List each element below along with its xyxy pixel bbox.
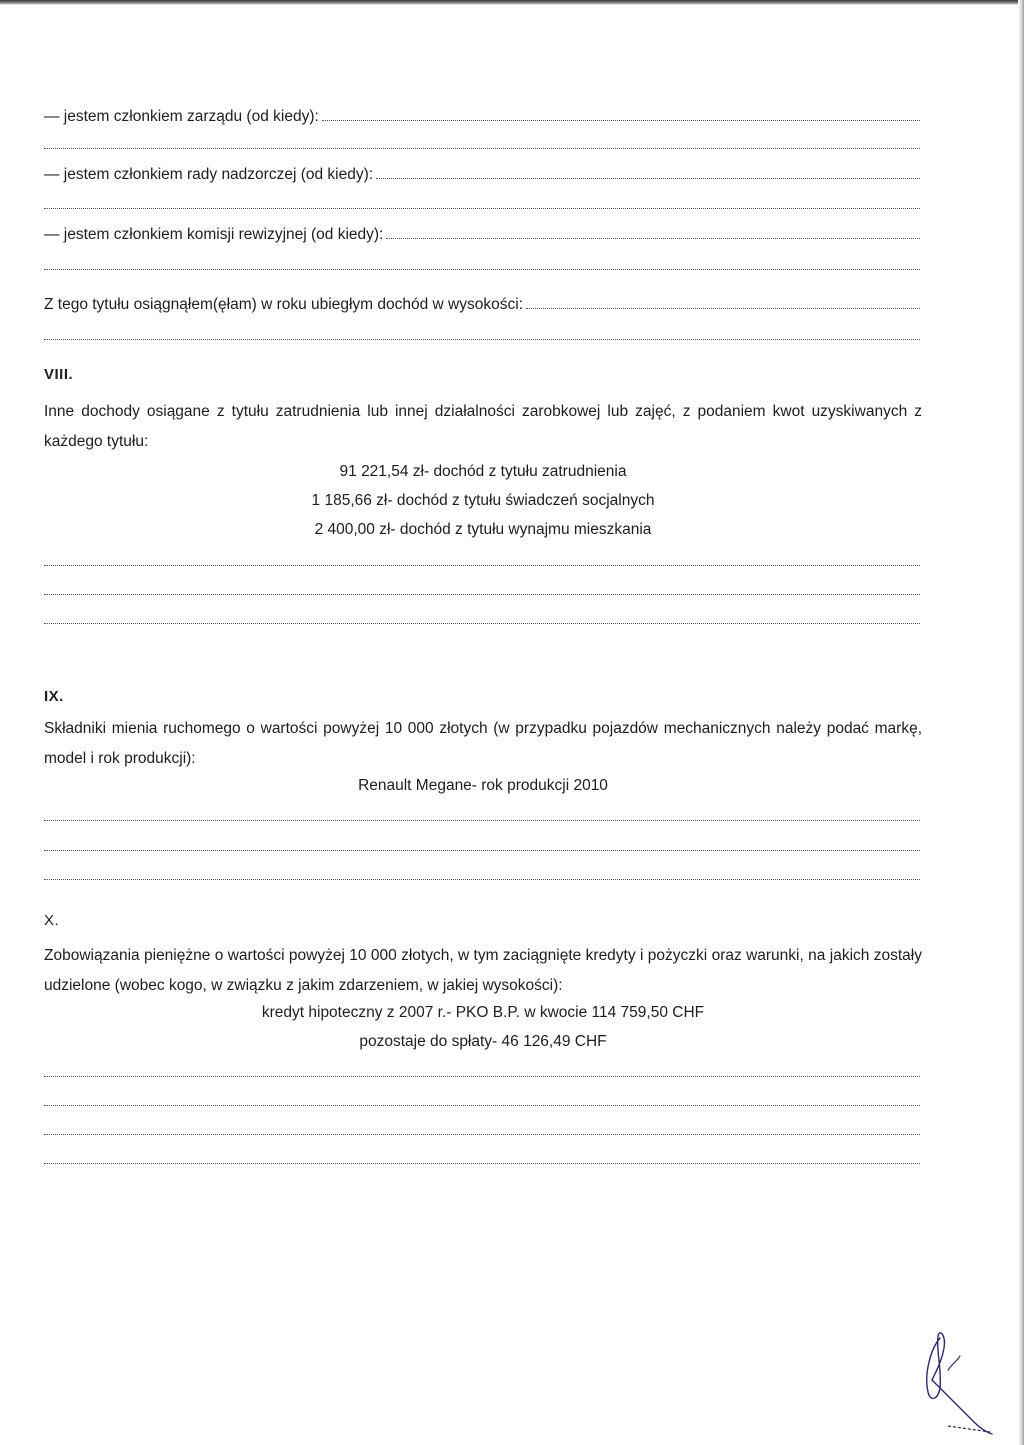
dotted-fill-line bbox=[44, 1134, 920, 1135]
income-statement-label: Z tego tytułu osiągnąłem(ęłam) w roku ubiegłym dochód w wysokości: bbox=[44, 296, 523, 313]
section-ix-description: Składniki mienia ruchomego o wartości powyżej 10 000 złotych (w przypadku pojazdów mechanicznych należy podać markę, model i rok produkcji): bbox=[44, 720, 922, 767]
board-member-label: — jestem członkiem zarządu (od kiedy): bbox=[44, 108, 319, 125]
supervisory-board-label: — jestem członkiem rady nadzorczej (od kiedy): bbox=[44, 166, 374, 183]
dotted-fill-line bbox=[44, 565, 920, 566]
dotted-fill-line bbox=[44, 1076, 920, 1077]
dotted-fill-line bbox=[44, 623, 920, 624]
liability-entry: pozostaje do spłaty- 46 126,49 CHF bbox=[359, 1033, 607, 1050]
dotted-fill-line bbox=[44, 1105, 920, 1106]
audit-committee-dotted-field bbox=[386, 224, 920, 239]
supervisory-board-dotted-field bbox=[376, 164, 920, 179]
scan-edge-top bbox=[0, 0, 1024, 5]
income-entry: 1 185,66 zł- dochód z tytułu świadczeń socjalnych bbox=[311, 492, 655, 509]
board-member-dotted-field bbox=[322, 106, 920, 121]
income-entry: 2 400,00 zł- dochód z tytułu wynajmu mieszkania bbox=[314, 521, 652, 538]
dotted-fill-line bbox=[44, 269, 920, 270]
dotted-fill-line bbox=[44, 879, 920, 880]
income-statement-line bbox=[44, 294, 920, 315]
section-x-description: Zobowiązania pieniężne o wartości powyżej 10 000 złotych, w tym zaciągnięte kredyty i pożyczki oraz warunki, na jakich zostały udzielone (wobec kogo, w związku z jakim zdarzeniem, w jakiej wysokości): bbox=[44, 947, 922, 994]
income-statement-dotted-field bbox=[526, 294, 920, 309]
dotted-fill-line bbox=[44, 820, 920, 821]
audit-committee-line bbox=[44, 224, 920, 245]
dotted-fill-line bbox=[44, 148, 920, 149]
dotted-fill-line bbox=[44, 1163, 920, 1164]
movable-property-entry: Renault Megane- rok produkcji 2010 bbox=[358, 777, 608, 794]
section-viii-description: Inne dochody osiągane z tytułu zatrudnienia lub innej działalności zarobkowej lub zajęć, z podaniem kwot uzyskiwanych z każdego tytułu: bbox=[44, 403, 922, 450]
income-entry: 91 221,54 zł- dochód z tytułu zatrudnienia bbox=[339, 463, 627, 480]
dotted-fill-line bbox=[44, 850, 920, 851]
section-ix-heading: IX. bbox=[44, 688, 64, 705]
section-viii-heading: VIII. bbox=[44, 366, 74, 383]
audit-committee-label: — jestem członkiem komisji rewizyjnej (od kiedy): bbox=[44, 226, 384, 243]
handwritten-signature-icon bbox=[918, 1330, 998, 1435]
supervisory-board-line bbox=[44, 164, 920, 185]
dotted-fill-line bbox=[44, 208, 920, 209]
liability-entry: kredyt hipoteczny z 2007 r.- PKO B.P. w kwocie 114 759,50 CHF bbox=[261, 1004, 705, 1021]
section-x-heading: X. bbox=[44, 912, 60, 929]
dotted-fill-line bbox=[44, 339, 920, 340]
board-member-line bbox=[44, 106, 920, 127]
scan-edge-right bbox=[1018, 0, 1024, 1445]
dotted-fill-line bbox=[44, 594, 920, 595]
